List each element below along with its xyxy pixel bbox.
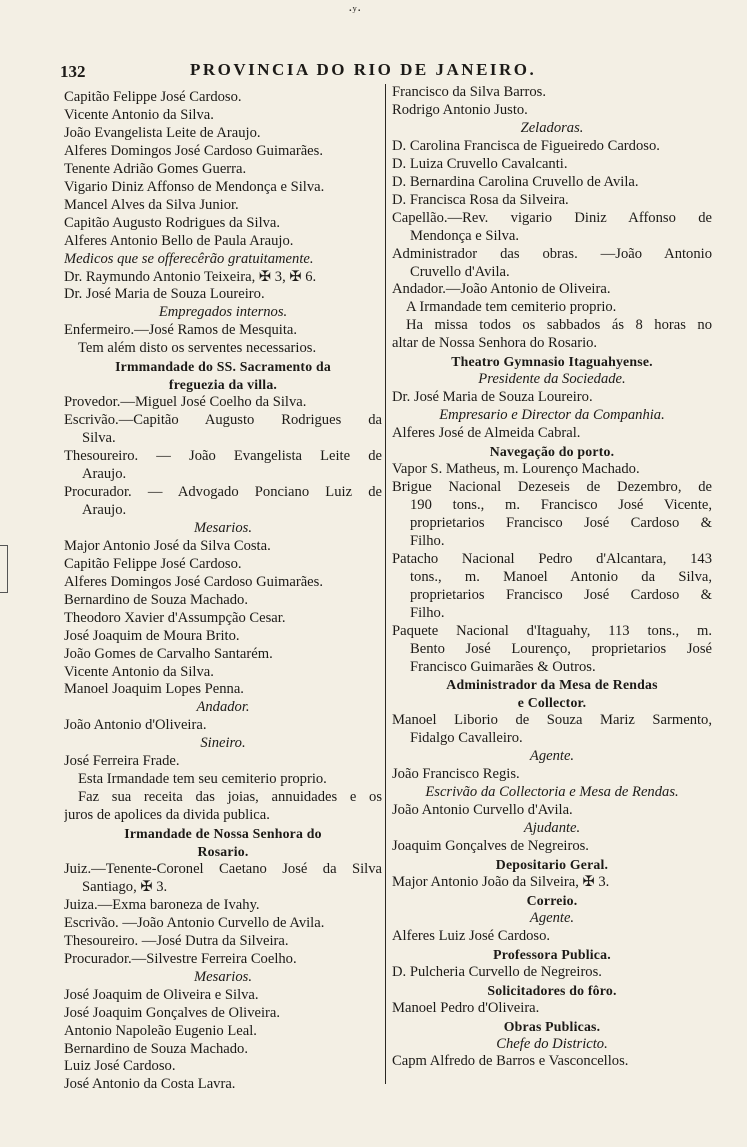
text-line: Alferes Domingos José Cardoso Guimarães. — [64, 573, 323, 590]
page-edge-mark — [0, 545, 8, 593]
section-heading: e Collector. — [517, 695, 587, 711]
text-line: Manoel Liborio de Souza Mariz Sarmento, — [392, 712, 712, 729]
section-heading: Irmandade de Nossa Senhora do — [124, 826, 322, 842]
subsection-heading: Agente. — [529, 909, 575, 926]
text-line: Escrivão.—Capitão Augusto Rodrigues da — [64, 412, 382, 429]
text-line: Provedor.—Miguel José Coelho da Silva. — [64, 394, 307, 411]
text-line: D. Bernardina Carolina Cruvello de Avila. — [392, 173, 639, 190]
page-number: 132 — [60, 62, 86, 81]
section-heading: Obras Publicas. — [503, 1018, 601, 1034]
text-line: Capitão Augusto Rodrigues da Silva. — [64, 214, 281, 231]
subsection-heading: Agente. — [529, 748, 575, 765]
text-line: Juiza.—Exma baroneza de Ivahy. — [64, 896, 260, 913]
text-line: Dr. Raymundo Antonio Teixeira, ✠ 3, ✠ 6. — [64, 268, 317, 285]
text-line: Thesoureiro. — João Evangelista Leite de — [64, 448, 382, 465]
left-column — [64, 89, 382, 1094]
top-mark: ·ʸ· — [348, 4, 362, 19]
text-line: juros de apolices da divida publica. — [64, 807, 270, 824]
text-line: João Francisco Regis. — [392, 766, 520, 783]
subsection-heading: Chefe do Districto. — [496, 1035, 608, 1052]
text-line: Mendonça e Silva. — [410, 227, 520, 244]
text-line: José Joaquim de Oliveira e Silva. — [64, 986, 259, 1003]
section-heading: Professora Publica. — [493, 946, 611, 962]
text-line: Major Antonio José da Silva Costa. — [64, 537, 271, 554]
running-title: PROVINCIA DO RIO DE JANEIRO. — [190, 60, 537, 79]
subsection-heading: Mesarios. — [194, 968, 252, 985]
text-line: José Joaquim Gonçalves de Oliveira. — [64, 1004, 281, 1021]
text-line: Faz sua receita das joias, annuidades e os — [78, 789, 382, 806]
text-line: Paquete Nacional d'Itaguahy, 113 tons., m. — [392, 622, 712, 639]
text-line: Santiago, ✠ 3. — [82, 878, 168, 895]
text-line: João Antonio d'Oliveira. — [64, 717, 207, 734]
text-line: tons., m. Manoel Antonio da Silva, — [410, 568, 712, 585]
text-line: Juiz.—Tenente-Coronel Caetano José da Silva — [64, 860, 382, 877]
right-column — [392, 84, 712, 1071]
text-line: José Ferreira Frade. — [64, 753, 180, 770]
text-line: Administrador das obras. —João Antonio — [392, 245, 712, 262]
text-line: Major Antonio João da Silveira, ✠ 3. — [392, 873, 610, 890]
section-heading: Navegação do porto. — [489, 444, 615, 460]
subsection-heading: Escrivão da Collectoria e Mesa de Rendas. — [425, 784, 679, 801]
text-line: Vicente Antonio da Silva. — [64, 106, 214, 123]
text-line: Filho. — [410, 604, 445, 621]
text-line: Luiz José Cardoso. — [64, 1058, 176, 1075]
text-line: Procurador.—Silvestre Ferreira Coelho. — [64, 950, 297, 967]
text-line: Ha missa todos os sabbados ás 8 horas no — [406, 317, 712, 334]
text-line: Medicos que se offerecêrão gratuitamente. — [64, 250, 314, 267]
text-line: José Antonio da Costa Lavra. — [64, 1076, 236, 1093]
text-line: Antonio Napoleão Eugenio Leal. — [64, 1022, 257, 1039]
text-line: Capitão Felippe José Cardoso. — [64, 89, 242, 105]
text-line: Brigue Nacional Dezeseis de Dezembro, de — [392, 478, 712, 495]
text-line: Enfermeiro.—José Ramos de Mesquita. — [64, 322, 298, 339]
subsection-heading: Mesarios. — [194, 519, 252, 536]
text-line: Rodrigo Antonio Justo. — [392, 101, 528, 118]
text-line: Escrivão. —João Antonio Curvello de Avila. — [64, 914, 325, 931]
text-line: Bernardino de Souza Machado. — [64, 591, 248, 608]
text-line: Capitão Felippe José Cardoso. — [64, 555, 242, 572]
text-line: Manoel Joaquim Lopes Penna. — [64, 681, 244, 698]
text-line: Francisco Guimarães & Outros. — [410, 658, 596, 675]
text-line: Andador.—João Antonio de Oliveira. — [392, 281, 611, 298]
text-line: Filho. — [410, 532, 445, 549]
text-line: Alferes Antonio Bello de Paula Araujo. — [64, 232, 294, 249]
text-line: Tenente Adrião Gomes Guerra. — [64, 160, 247, 177]
subsection-heading: Sineiro. — [200, 735, 246, 752]
text-line: Dr. José Maria de Souza Loureiro. — [392, 389, 593, 406]
section-heading: freguezia da villa. — [168, 377, 278, 393]
text-line: João Evangelista Leite de Araujo. — [64, 124, 261, 141]
text-line: Vicente Antonio da Silva. — [64, 663, 214, 680]
text-line: Araujo. — [82, 466, 127, 483]
section-heading: Depositario Geral. — [495, 856, 609, 872]
text-line: Thesoureiro. —José Dutra da Silveira. — [64, 932, 289, 949]
section-heading: Rosario. — [197, 844, 249, 860]
section-heading: Solicitadores do fôro. — [487, 982, 617, 998]
text-line: Bernardino de Souza Machado. — [64, 1040, 248, 1057]
text-line: Tem além disto os serventes necessarios. — [78, 340, 317, 357]
text-line: Patacho Nacional Pedro d'Alcantara, 143 — [392, 550, 712, 567]
text-line: Alferes Domingos José Cardoso Guimarães. — [64, 142, 323, 159]
text-line: D. Pulcheria Curvello de Negreiros. — [392, 963, 602, 980]
subsection-heading: Ajudante. — [523, 820, 581, 837]
text-line: Araujo. — [82, 501, 127, 518]
text-line: José Joaquim de Moura Brito. — [64, 627, 240, 644]
text-line: Capm Alfredo de Barros e Vasconcellos. — [392, 1053, 629, 1070]
text-line: altar de Nossa Senhora do Rosario. — [392, 335, 598, 352]
text-line: Capellão.—Rev. vigario Diniz Affonso de — [392, 209, 712, 226]
text-line: Bento José Lourenço, proprietarios José — [410, 640, 712, 657]
text-line: proprietarios Francisco José Cardoso & — [410, 586, 712, 603]
column-divider — [385, 84, 386, 1084]
section-heading: Irmmandade do SS. Sacramento da — [115, 359, 331, 375]
page-header — [60, 60, 712, 84]
subsection-heading: Empresario e Director da Companhia. — [439, 407, 665, 424]
text-line: Fidalgo Cavalleiro. — [410, 730, 523, 747]
text-line: João Gomes de Carvalho Santarém. — [64, 645, 273, 662]
text-line: Vapor S. Matheus, m. Lourenço Machado. — [392, 461, 640, 478]
text-line: D. Francisca Rosa da Silveira. — [392, 191, 569, 208]
text-line: A Irmandade tem cemiterio proprio. — [406, 299, 617, 316]
text-line: Theodoro Xavier d'Assumpção Cesar. — [64, 609, 286, 626]
section-heading: Theatro Gymnasio Itaguahyense. — [451, 354, 653, 370]
section-heading: Administrador da Mesa de Rendas — [446, 677, 658, 693]
subsection-heading: Zeladoras. — [520, 119, 584, 136]
text-line: Vigario Diniz Affonso de Mendonça e Silva. — [64, 178, 325, 195]
subsection-heading: Andador. — [196, 699, 250, 716]
text-line: Esta Irmandade tem seu cemiterio proprio. — [78, 771, 327, 788]
text-line: proprietarios Francisco José Cardoso & — [410, 514, 712, 531]
text-line: Manoel Pedro d'Oliveira. — [392, 999, 540, 1016]
subsection-heading: Empregados internos. — [158, 304, 288, 321]
text-line: Mancel Alves da Silva Junior. — [64, 196, 239, 213]
text-line: Silva. — [82, 430, 116, 447]
text-line: Francisco da Silva Barros. — [392, 84, 547, 100]
text-line: 190 tons., m. Francisco José Vicente, — [410, 496, 712, 513]
text-line: D. Carolina Francisca de Figueiredo Cardoso. — [392, 137, 660, 154]
text-line: Cruvello d'Avila. — [410, 263, 510, 280]
text-line: Procurador. — Advogado Ponciano Luiz de — [64, 483, 382, 500]
subsection-heading: Presidente da Sociedade. — [478, 371, 626, 388]
text-line: Alferes Luiz José Cardoso. — [392, 927, 551, 944]
text-line: João Antonio Curvello d'Avila. — [392, 802, 573, 819]
section-heading: Correio. — [526, 892, 578, 908]
text-line: Joaquim Gonçalves de Negreiros. — [392, 838, 589, 855]
text-line: Dr. José Maria de Souza Loureiro. — [64, 286, 265, 303]
text-line: D. Luiza Cruvello Cavalcanti. — [392, 155, 568, 172]
text-line: Alferes José de Almeida Cabral. — [392, 425, 581, 442]
